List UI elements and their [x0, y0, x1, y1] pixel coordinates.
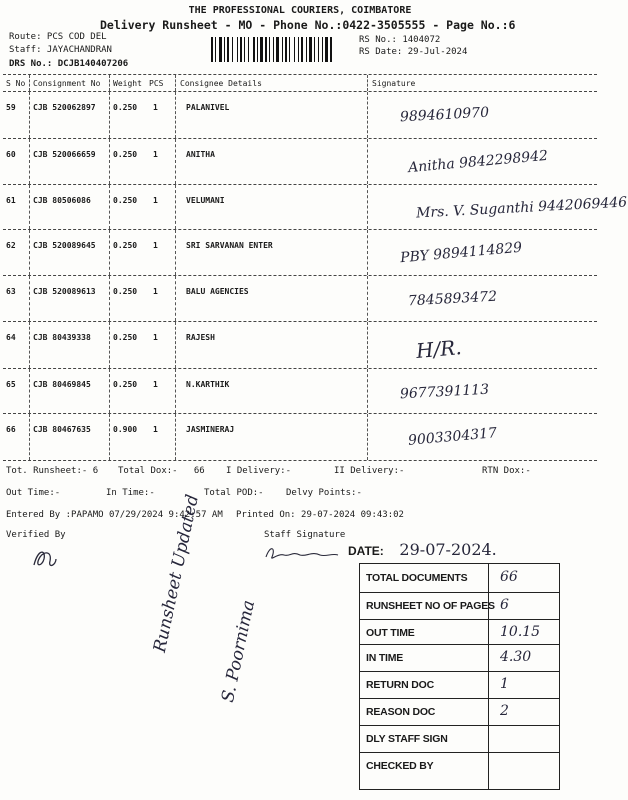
barcode-bar	[257, 37, 258, 62]
row-signature: PBY 9894114829	[399, 239, 523, 267]
row-consignee: ANITHA	[186, 150, 215, 159]
stamp-row-value: 10.15	[500, 624, 541, 640]
barcode-bar	[289, 37, 290, 62]
barcode-bar	[309, 37, 312, 62]
stamp-row-label: TOTAL DOCUMENTS	[366, 572, 468, 584]
row-pcs: 1	[153, 425, 158, 434]
entered-by: Entered By :PAPAMO 07/29/2024 9:42:57 AM	[6, 510, 223, 520]
row-signature: 9677391113	[399, 381, 490, 403]
row-weight: 0.250	[113, 333, 138, 342]
staff-signature-scrawl	[262, 543, 342, 565]
handwritten-name: S. Poornima	[218, 598, 260, 705]
rs-date: RS Date: 29-Jul-2024	[359, 47, 468, 57]
row-consignment: CJB 520066659	[33, 150, 96, 159]
row-consignment: CJB 520089613	[33, 287, 96, 296]
stamp-row-value: 2	[500, 703, 509, 719]
row-weight: 0.250	[113, 150, 138, 159]
row-weight: 0.250	[113, 241, 138, 250]
col-consignment: Consignment No	[33, 79, 101, 88]
rtn-dox: RTN Dox:-	[482, 466, 531, 476]
stamp-row-value: 6	[500, 597, 509, 613]
stamp-row-label: CHECKED BY	[366, 760, 434, 772]
row-consignee: N.KARTHIK	[186, 380, 230, 389]
out-time: Out Time:-	[6, 488, 61, 498]
barcode-bar	[318, 37, 319, 62]
barcode-bar	[298, 37, 299, 62]
stamp-date-row	[348, 540, 497, 559]
row-consignee: PALANIVEL	[186, 103, 230, 112]
row-signature: 9003304317	[407, 425, 498, 449]
stamp-row-value: 66	[500, 569, 518, 585]
col-weight: Weight	[113, 79, 142, 88]
row-pcs: 1	[153, 380, 158, 389]
barcode-bar	[244, 37, 245, 62]
total-dox: Total Dox:- 66	[118, 466, 205, 476]
col-sno: S No	[6, 79, 26, 88]
row-sno: 61	[6, 196, 16, 205]
row-consignment: CJB 520062897	[33, 103, 96, 112]
row-sno: 59	[6, 103, 16, 112]
row-consignment: CJB 80469845	[33, 380, 91, 389]
row-pcs: 1	[153, 103, 158, 112]
barcode-bar	[282, 37, 283, 62]
row-pcs: 1	[153, 333, 158, 342]
verified-by-label: Verified By	[6, 530, 66, 540]
row-pcs: 1	[153, 196, 158, 205]
row-signature: Mrs. V. Suganthi 9442069446	[415, 194, 628, 222]
row-consignment: CJB 80439338	[33, 333, 91, 342]
barcode-bar	[253, 37, 255, 62]
stamp-row-value: 4.30	[500, 649, 532, 665]
barcode-bar	[314, 37, 315, 62]
row-weight: 0.900	[113, 425, 138, 434]
row-sno: 64	[6, 333, 16, 342]
barcode-bar	[232, 37, 233, 62]
col-consignee: Consignee Details	[180, 79, 262, 88]
row-sno: 63	[6, 287, 16, 296]
barcode-bar	[219, 37, 222, 62]
barcode-bar	[294, 37, 295, 62]
company-title: THE PROFESSIONAL COURIERS, COIMBATORE	[188, 5, 412, 16]
in-time: In Time:-	[106, 488, 155, 498]
first-delivery: I Delivery:-	[226, 466, 292, 476]
runsheet-subtitle: Delivery Runsheet - MO - Phone No.:0422-3505555 - Page No.:6	[100, 18, 516, 32]
row-consignee: BALU AGENCIES	[186, 287, 249, 296]
verified-signature	[30, 545, 60, 573]
row-consignee: RAJESH	[186, 333, 215, 342]
row-pcs: 1	[153, 241, 158, 250]
barcode-bar	[215, 37, 216, 62]
drs-number: DRS No.: DCJB140407206	[9, 59, 129, 69]
barcode-bar	[237, 37, 238, 62]
stamp-row-label: OUT TIME	[366, 627, 415, 639]
row-consignment: CJB 80506086	[33, 196, 91, 205]
row-sno: 60	[6, 150, 16, 159]
barcode-bar	[265, 37, 267, 62]
row-weight: 0.250	[113, 103, 138, 112]
col-pcs: PCS	[149, 79, 164, 88]
row-consignment: CJB 520089645	[33, 241, 96, 250]
stamp-date-label: DATE:	[348, 544, 384, 558]
barcode	[211, 37, 354, 62]
barcode-bar	[211, 37, 213, 62]
row-signature: H/R.	[415, 335, 463, 363]
col-signature: Signature	[372, 79, 416, 88]
barcode-bar	[269, 37, 270, 62]
row-signature: 7845893472	[407, 288, 498, 310]
barcode-bar	[301, 37, 303, 62]
barcode-bar	[276, 37, 279, 62]
stamp-row-label: REASON DOC	[366, 706, 436, 718]
row-sno: 62	[6, 241, 16, 250]
rs-number: RS No.: 1404072	[359, 35, 441, 45]
row-weight: 0.250	[113, 196, 138, 205]
row-pcs: 1	[153, 150, 158, 159]
row-signature: 9894610970	[399, 104, 490, 126]
stamp-row-label: DLY STAFF SIGN	[366, 733, 448, 745]
barcode-bar	[227, 37, 229, 62]
barcode-bar	[260, 37, 263, 62]
staff-label: Staff: JAYACHANDRAN	[9, 45, 112, 55]
stamp-row-label: RUNSHEET NO OF PAGES	[366, 600, 495, 612]
barcode-bar	[240, 37, 242, 62]
stamp-row-value: 1	[500, 676, 509, 692]
barcode-bar	[330, 37, 332, 62]
row-pcs: 1	[153, 287, 158, 296]
printed-on: Printed On: 29-07-2024 09:43:02	[236, 510, 404, 520]
staff-signature-label: Staff Signature	[264, 530, 346, 540]
stamp-row-label: RETURN DOC	[366, 679, 434, 691]
barcode-bar	[285, 37, 287, 62]
delivery-stamp	[359, 563, 560, 790]
row-consignment: CJB 80467635	[33, 425, 91, 434]
row-consignee: JASMINERAJ	[186, 425, 235, 434]
row-consignee: VELUMANI	[186, 196, 225, 205]
row-consignee: SRI SARVANAN ENTER	[186, 241, 273, 250]
row-sno: 65	[6, 380, 16, 389]
barcode-bar	[273, 37, 274, 62]
route-label: Route: PCS COD DEL	[9, 32, 107, 42]
row-weight: 0.250	[113, 287, 138, 296]
total-runsheet: Tot. Runsheet:- 6	[6, 466, 99, 476]
barcode-bar	[325, 37, 328, 62]
barcode-bar	[224, 37, 225, 62]
barcode-bar	[248, 37, 249, 62]
row-signature: Anitha 9842298942	[407, 147, 549, 177]
second-delivery: II Delivery:-	[334, 466, 405, 476]
delivery-points: Delvy Points:-	[286, 488, 362, 498]
row-weight: 0.250	[113, 380, 138, 389]
handwritten-runsheet-updated: Runsheet Updated	[150, 492, 203, 655]
row-sno: 66	[6, 425, 16, 434]
stamp-date-value: 29-07-2024.	[399, 540, 497, 559]
barcode-bar	[322, 37, 323, 62]
barcode-bar	[306, 37, 307, 62]
total-pod: Total POD:-	[204, 488, 264, 498]
stamp-row-label: IN TIME	[366, 652, 404, 664]
